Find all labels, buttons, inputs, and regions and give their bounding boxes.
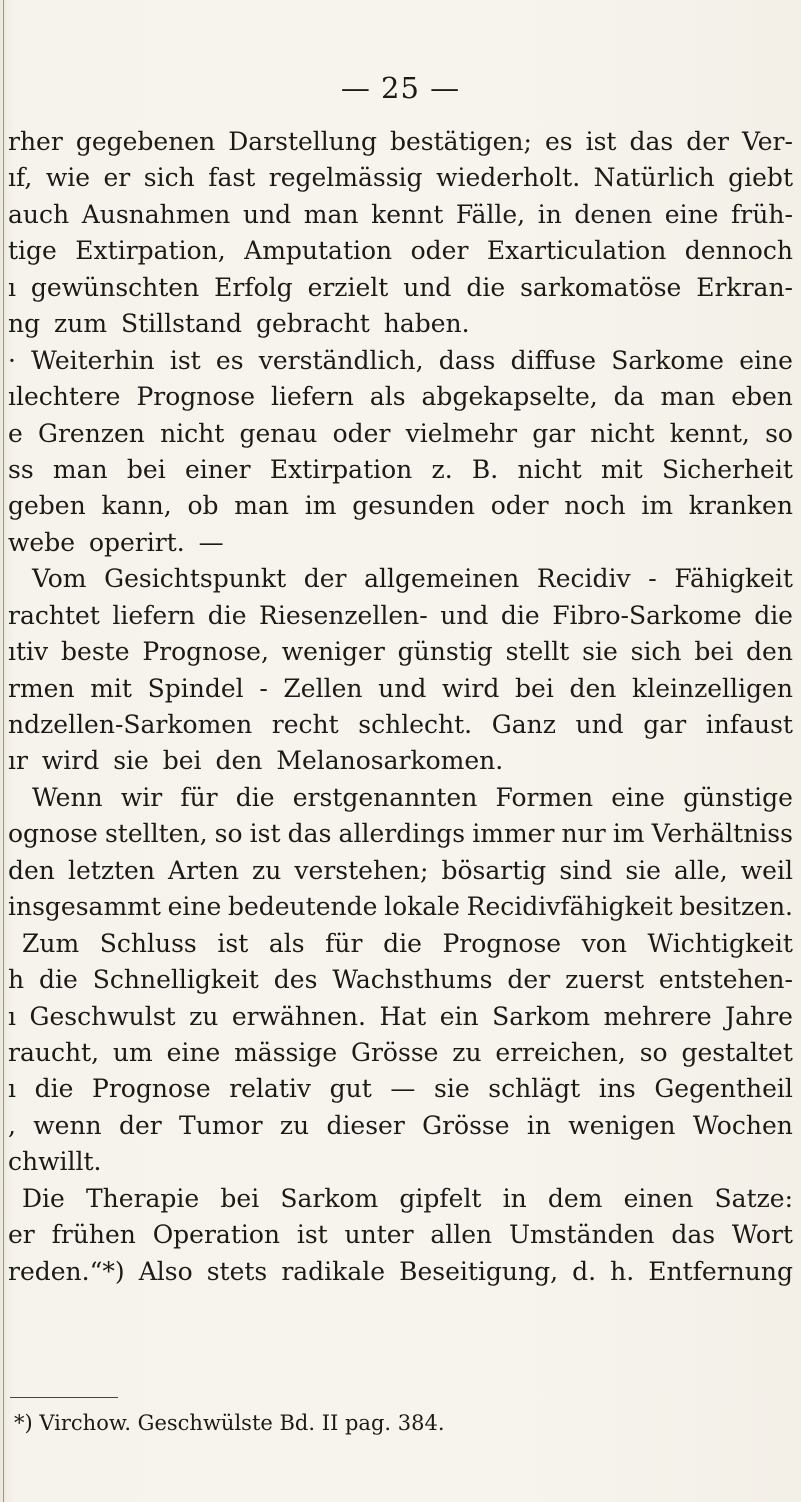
text-line: rher gegebenen Darstellung bestätigen; es ist das der Ver- [8,127,793,156]
text-line: insgesammt eine bedeutende lokale Recidivfähigkeit besitzen. [8,892,793,922]
footnote-rule [10,1397,118,1398]
text-line: ı die Prognose relativ gut — sie schlägt ins Gegentheil [8,1074,793,1104]
text-line: raucht, um eine mässige Grösse zu erreichen, so gestaltet [8,1037,793,1067]
body-text [0,124,795,1290]
text-line: ndzellen-Sarkomen recht schlecht. Ganz und gar infaust [8,710,793,739]
text-line: e Grenzen nicht genau oder vielmehr gar nicht kennt, so [8,418,793,448]
text-line: ss man bei einer Extirpation z. B. nicht mit Sicherheit [8,454,793,484]
text-line: rmen mit Spindel - Zellen und wird bei den kleinzelligen [8,673,793,703]
text-line: chwillt. [8,1147,102,1177]
text-line: reden.“*) Also stets radikale Beseitigung, d. h. Entfernung [8,1256,793,1286]
text-line: · Weiterhin ist es verständlich, dass diffuse Sarkome eine [8,345,793,375]
text-line: den letzten Arten zu verstehen; bösartig sind sie alle, weil [8,855,793,885]
text-line: ng zum Stillstand gebracht haben. [8,309,470,339]
text-line: webe operirt. — [8,527,224,557]
footnote: *) Virchow. Geschwülste Bd. II pag. 384. [14,1411,445,1435]
text-line: ıf, wie er sich fast regelmässig wiederholt. Natürlich giebt [8,163,793,193]
text-line: geben kann, ob man im gesunden oder noch im kranken [8,491,793,521]
page-number: — 25 — [340,71,461,105]
text-line: Die Therapie bei Sarkom gipfelt in dem einen Satze: [22,1183,793,1213]
text-line: h die Schnelligkeit des Wachsthums der zuerst entstehen- [8,965,793,995]
text-line: Vom Gesichtspunkt der allgemeinen Recidiv - Fähigkeit [32,564,793,594]
text-line: Wenn wir für die erstgenannten Formen eine günstige [32,782,793,812]
text-line: ognose stellten, so ist das allerdings immer nur im Verhältniss [8,819,793,849]
text-line: rachtet liefern die Riesenzellen- und die Fibro-Sarkome die [8,600,793,630]
text-line: auch Ausnahmen und man kennt Fälle, in denen eine früh- [8,199,793,229]
text-line: ı gewünschten Erfolg erzielt und die sarkomatöse Erkran- [8,272,793,302]
text-line: Zum Schluss ist als für die Prognose von Wichtigkeit [22,928,793,958]
text-line: ı Geschwulst zu erwähnen. Hat ein Sarkom mehrere Jahre [8,1001,793,1031]
text-line: ır wird sie bei den Melanosarkomen. [8,746,504,776]
text-line: er frühen Operation ist unter allen Umständen das Wort [8,1220,793,1250]
text-line: ılechtere Prognose liefern als abgekapselte, da man eben [8,382,793,412]
text-line: , wenn der Tumor zu dieser Grösse in wenigen Wochen [8,1110,793,1140]
text-line: tige Extirpation, Amputation oder Exarticulation dennoch [8,236,793,266]
text-line: ıtiv beste Prognose, weniger günstig stellt sie sich bei den [8,637,793,667]
